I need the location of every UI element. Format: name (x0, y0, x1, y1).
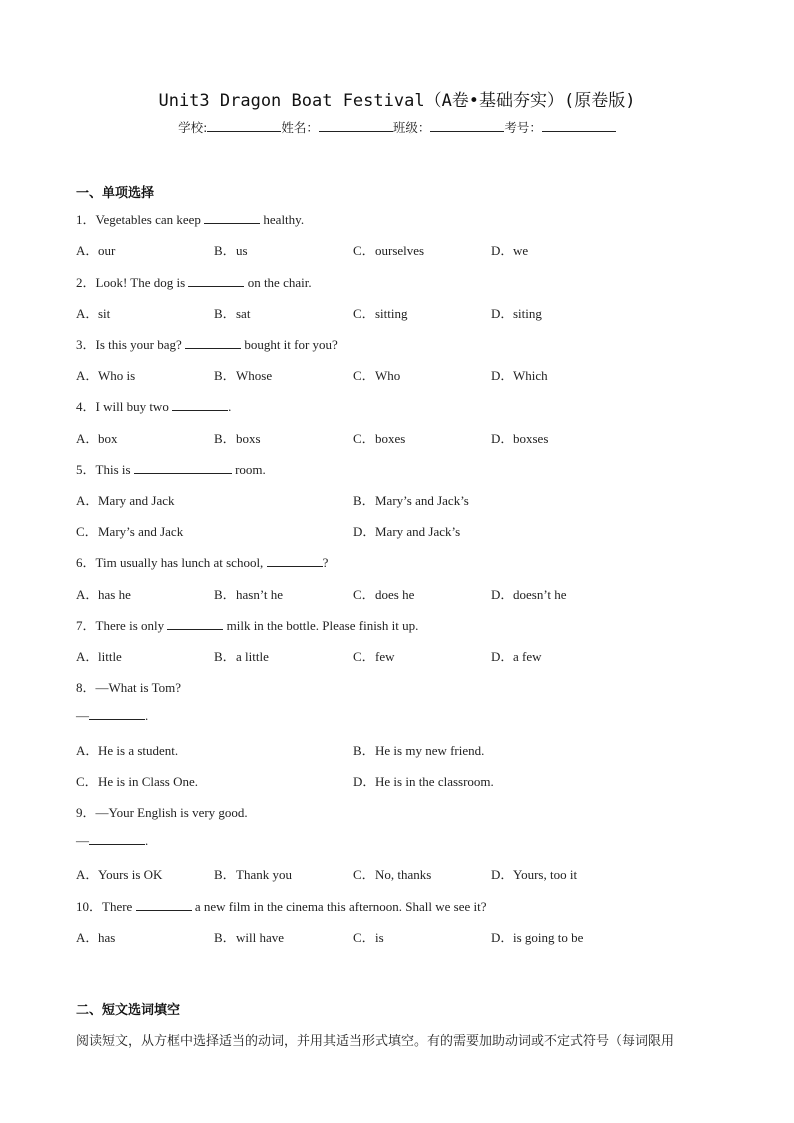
option-text: hasn’t he (236, 587, 284, 602)
option-letter: C． (76, 524, 98, 539)
option-d[interactable] (491, 365, 548, 384)
answer-blank[interactable] (172, 399, 228, 411)
option-c[interactable] (353, 428, 405, 447)
question-3 (76, 334, 338, 353)
option-a[interactable] (76, 240, 115, 259)
option-c[interactable] (76, 521, 183, 540)
option-a[interactable] (76, 584, 131, 603)
option-text: Whose (236, 368, 273, 383)
question-text: Vegetables can keep (95, 212, 205, 227)
question-number: 10． (76, 899, 103, 914)
option-letter: A． (76, 243, 99, 258)
option-letter: A． (76, 587, 99, 602)
option-letter: C． (353, 368, 375, 383)
option-letter: A． (76, 867, 99, 882)
option-b[interactable] (214, 240, 248, 259)
option-text: has (98, 930, 116, 945)
option-b[interactable] (353, 490, 469, 509)
option-b[interactable] (353, 740, 484, 759)
option-text: box (98, 431, 118, 446)
question-number: 8． (76, 680, 96, 695)
answer-blank[interactable] (89, 833, 145, 845)
student-info-line (0, 118, 794, 136)
school-blank[interactable] (207, 120, 281, 132)
question-text: . (145, 833, 149, 848)
option-a[interactable] (76, 303, 110, 322)
option-letter: D． (491, 930, 514, 945)
option-d[interactable] (353, 521, 460, 540)
question-7 (76, 615, 418, 634)
option-text: Mary’s and Jack (98, 524, 184, 539)
question-9-answer-line (76, 833, 148, 849)
option-letter: C． (76, 774, 98, 789)
dash: — (76, 833, 89, 848)
option-text: a little (236, 649, 269, 664)
question-text: There (102, 899, 136, 914)
option-text: Who is (98, 368, 136, 383)
name-label: 姓名： (281, 120, 319, 135)
option-letter: B． (353, 743, 375, 758)
question-number: 4． (76, 399, 96, 414)
option-a[interactable] (76, 740, 178, 759)
option-text: No, thanks (375, 867, 432, 882)
option-text: is going to be (513, 930, 584, 945)
question-2 (76, 272, 312, 291)
class-label: 班级： (392, 120, 431, 135)
option-letter: B． (353, 493, 375, 508)
option-letter: B． (214, 306, 236, 321)
question-9 (76, 802, 248, 821)
question-text: I will buy two (95, 399, 173, 414)
option-letter: B． (214, 649, 236, 664)
option-c[interactable] (353, 303, 408, 322)
question-text: This is (95, 462, 134, 477)
option-a[interactable] (76, 646, 122, 665)
option-letter: D． (491, 368, 514, 383)
option-text: is (375, 930, 384, 945)
option-letter: D． (491, 867, 514, 882)
option-text: He is my new friend. (375, 743, 485, 758)
question-number: 1． (76, 212, 96, 227)
option-b[interactable] (214, 303, 250, 322)
option-text: we (513, 243, 529, 258)
option-d[interactable] (491, 240, 528, 259)
answer-blank[interactable] (185, 337, 241, 349)
question-6 (76, 552, 328, 571)
option-letter: A． (76, 743, 99, 758)
option-text: He is a student. (98, 743, 179, 758)
option-text: Who (375, 368, 401, 383)
question-number: 9． (76, 805, 96, 820)
option-text: boxses (513, 431, 549, 446)
option-letter: D． (491, 649, 514, 664)
option-a[interactable] (76, 365, 135, 384)
option-c[interactable] (353, 646, 395, 665)
question-text: Is this your bag? (95, 337, 186, 352)
option-a[interactable] (76, 490, 175, 509)
option-text: doesn’t he (513, 587, 567, 602)
option-b[interactable] (214, 428, 261, 447)
option-letter: D． (491, 243, 514, 258)
option-letter: D． (353, 524, 376, 539)
question-number: 5． (76, 462, 96, 477)
answer-blank[interactable] (204, 212, 260, 224)
question-text: room. (231, 462, 266, 477)
question-text: healthy. (260, 212, 305, 227)
option-letter: B． (214, 867, 236, 882)
section-instruction: 阅读短文，从方框中选择适当的动词，并用其适当形式填空。有的需要加助动词或不定式符号（每词限用 (76, 1034, 675, 1049)
option-letter: C． (353, 587, 375, 602)
question-text: There is only (95, 618, 168, 633)
option-d[interactable] (491, 584, 567, 603)
answer-blank[interactable] (89, 708, 145, 720)
option-a[interactable] (76, 864, 162, 883)
question-text: bought it for you? (241, 337, 338, 352)
option-text: little (98, 649, 122, 664)
dash: — (76, 708, 89, 723)
option-letter: D． (491, 431, 514, 446)
section-title-cloze: 二、短文选词填空 (76, 1003, 181, 1018)
name-blank[interactable] (319, 120, 393, 132)
option-letter: B． (214, 930, 236, 945)
option-c[interactable] (76, 771, 198, 790)
question-text: —Your English is very good. (95, 805, 248, 820)
option-text: He is in the classroom. (375, 774, 494, 789)
question-text: . (228, 399, 232, 414)
option-letter: A． (76, 493, 99, 508)
question-text: —What is Tom? (95, 680, 182, 695)
question-number: 2． (76, 275, 96, 290)
option-b[interactable] (214, 584, 283, 603)
question-8 (76, 677, 181, 696)
answer-blank[interactable] (188, 275, 244, 287)
option-text: does he (375, 587, 415, 602)
option-letter: A． (76, 306, 99, 321)
option-c[interactable] (353, 365, 400, 384)
option-letter: A． (76, 930, 99, 945)
option-c[interactable] (353, 240, 424, 259)
question-text: . (145, 708, 149, 723)
option-d[interactable] (491, 303, 542, 322)
question-1 (76, 209, 304, 228)
option-d[interactable] (491, 428, 548, 447)
option-b[interactable] (214, 864, 292, 883)
option-letter: A． (76, 649, 99, 664)
option-letter: C． (353, 867, 375, 882)
exam-no-label: 考号： (504, 120, 542, 135)
option-d[interactable] (353, 771, 494, 790)
exam-no-blank[interactable] (542, 120, 616, 132)
option-d[interactable] (491, 646, 542, 665)
option-text: boxs (236, 431, 261, 446)
option-text: a few (513, 649, 542, 664)
option-text: will have (236, 930, 285, 945)
option-d[interactable] (491, 864, 577, 883)
option-text: Yours is OK (98, 867, 163, 882)
option-b[interactable] (214, 365, 272, 384)
option-text: siting (513, 306, 542, 321)
option-letter: B． (214, 368, 236, 383)
option-b[interactable] (214, 646, 269, 665)
question-text: Look! The dog is (95, 275, 189, 290)
school-label: 学校: (178, 120, 208, 135)
option-text: sit (98, 306, 111, 321)
answer-blank[interactable] (167, 618, 223, 630)
option-text: Mary and Jack (98, 493, 175, 508)
question-10 (76, 896, 487, 915)
option-text: Mary and Jack’s (375, 524, 461, 539)
question-8-answer-line (76, 708, 148, 724)
option-text: Thank you (236, 867, 292, 882)
option-text: Yours, too it (513, 867, 578, 882)
option-c[interactable] (353, 864, 431, 883)
option-text: few (375, 649, 395, 664)
option-letter: C． (353, 431, 375, 446)
question-text: Tim usually has lunch at school, (95, 555, 267, 570)
option-letter: D． (491, 306, 514, 321)
option-letter: B． (214, 243, 236, 258)
option-letter: D． (353, 774, 376, 789)
option-letter: C． (353, 930, 375, 945)
option-c[interactable] (353, 927, 384, 946)
question-5 (76, 459, 266, 478)
question-number: 6． (76, 555, 96, 570)
option-letter: C． (353, 243, 375, 258)
answer-blank[interactable] (134, 462, 232, 474)
option-letter: C． (353, 306, 375, 321)
option-text: has he (98, 587, 131, 602)
option-c[interactable] (353, 584, 414, 603)
option-letter: A． (76, 368, 99, 383)
option-letter: B． (214, 431, 236, 446)
option-letter: D． (491, 587, 514, 602)
question-text: ? (322, 555, 329, 570)
option-letter: B． (214, 587, 236, 602)
option-text: boxes (375, 431, 406, 446)
option-letter: A． (76, 431, 99, 446)
option-d[interactable] (491, 927, 583, 946)
option-b[interactable] (214, 927, 284, 946)
option-text: our (98, 243, 116, 258)
option-text: sat (236, 306, 251, 321)
question-text: milk in the bottle. Please finish it up. (223, 618, 419, 633)
option-a[interactable] (76, 927, 115, 946)
page-title: Unit3 Dragon Boat Festival（A卷•基础夯实）(原卷版) (158, 91, 636, 111)
question-number: 3． (76, 337, 96, 352)
question-text: a new film in the cinema this afternoon. Shall we see it? (191, 899, 487, 914)
question-4 (76, 396, 231, 415)
option-text: He is in Class One. (98, 774, 199, 789)
option-letter: C． (353, 649, 375, 664)
option-text: sitting (375, 306, 408, 321)
answer-blank[interactable] (136, 899, 192, 911)
option-text: Which (513, 368, 548, 383)
option-text: Mary’s and Jack’s (375, 493, 469, 508)
option-a[interactable] (76, 428, 118, 447)
answer-blank[interactable] (267, 555, 323, 567)
question-number: 7． (76, 618, 96, 633)
question-text: on the chair. (244, 275, 312, 290)
option-text: ourselves (375, 243, 425, 258)
class-blank[interactable] (430, 120, 504, 132)
section-title-multiple-choice: 一、单项选择 (76, 186, 155, 201)
option-text: us (236, 243, 248, 258)
